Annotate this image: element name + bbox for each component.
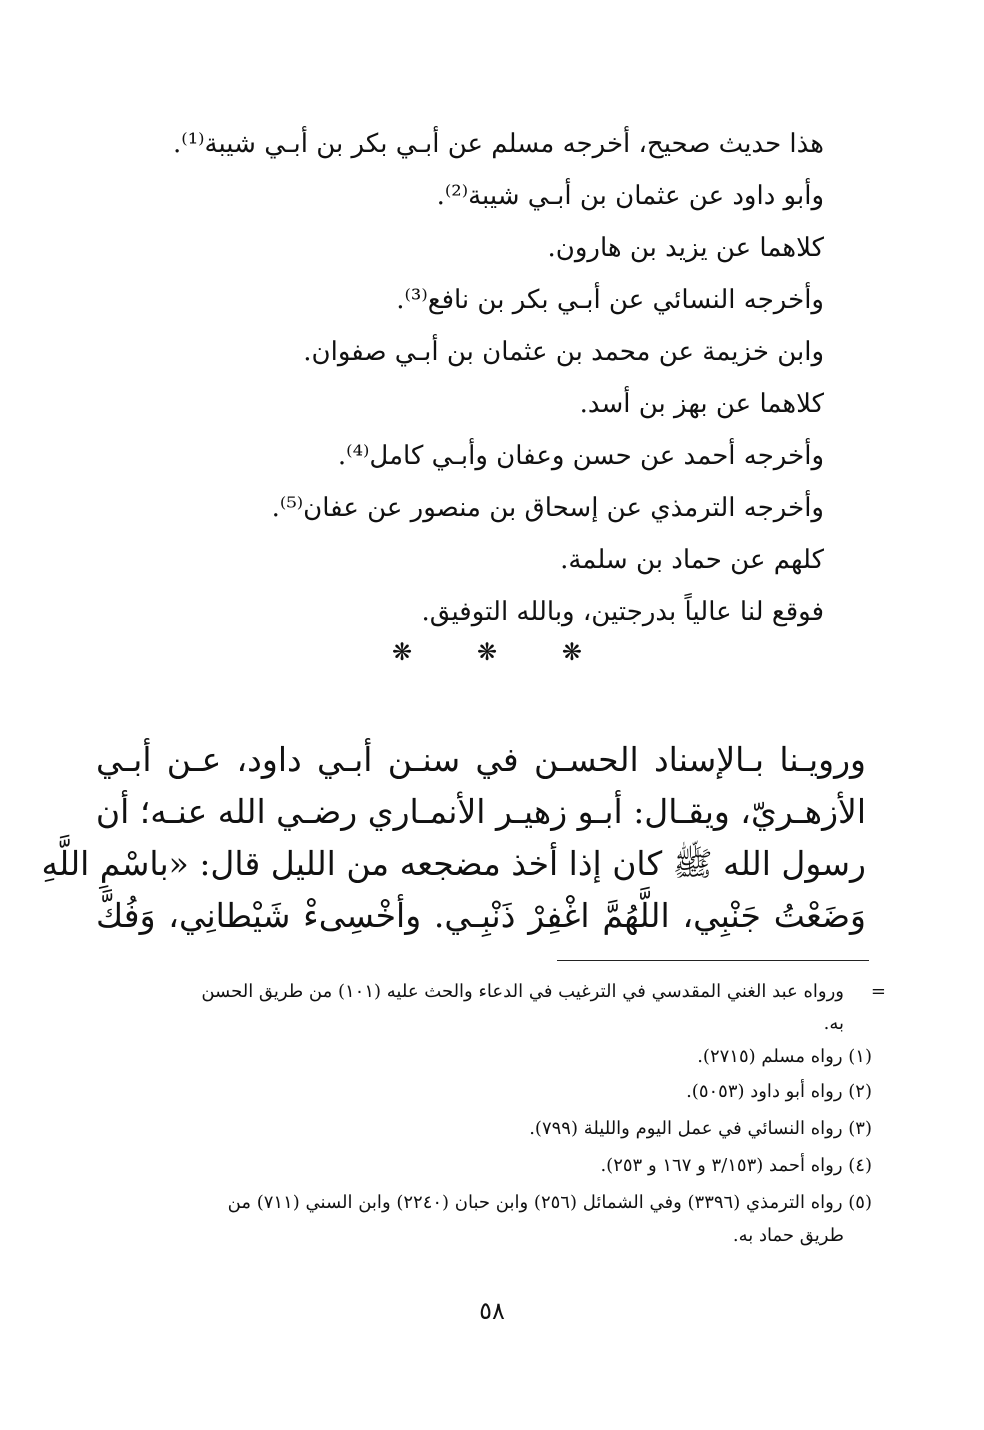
page-number: ٥٨ [479, 1297, 505, 1325]
hadith-line: وَضَعْتُ جَنْبِي، اللَّهُمَّ اغْفِرْ ذَنْبِـي. وأخْسِىءْ شَيْطانِي، وَفُكَّ [96, 896, 866, 935]
footnote-number: (٣) [848, 1118, 872, 1139]
footnote-text: رواه النسائي في عمل اليوم والليلة (٧٩٩). [529, 1118, 843, 1139]
body-line: فوقع لنا عالياً بدرجتين، وبالله التوفيق. [421, 597, 824, 627]
footnote-text: رواه مسلم (٢٧١٥). [697, 1046, 843, 1067]
hadith-line: ورويـنا بـالإسناد الحسـن في سنـن أبـي داود، عـن أبـي [96, 740, 866, 779]
footnote-number: (١) [848, 1046, 872, 1067]
body-line: وأخرجه أحمد عن حسن وعفان وأبـي كامل⁽⁴⁾. [337, 441, 824, 471]
footnote-item [92, 1043, 872, 1071]
continuation-marker: = [870, 981, 886, 1002]
body-line: وأبو داود عن عثمان بن أبـي شيبة⁽²⁾. [436, 181, 824, 211]
body-line: وأخرجه الترمذي عن إسحاق بن منصور عن عفان⁽⁵⁾. [271, 493, 824, 523]
separator-star-icon: ❋ [476, 638, 498, 666]
footnote-continuation-line: طريق حماد به. [732, 1225, 844, 1246]
body-line: كلاهما عن يزيد بن هارون. [547, 233, 824, 263]
body-line: وأخرجه النسائي عن أبـي بكر بن نافع⁽³⁾. [396, 285, 824, 315]
separator-star-icon: ❋ [561, 638, 582, 666]
footnote-text: رواه أبو داود (٥٠٥٣). [686, 1081, 843, 1102]
footnote-number: (٤) [848, 1155, 872, 1176]
footnote-continuation-line: ورواه عبد الغني المقدسي في الترغيب في الدعاء والحث عليه (١٠١) من طريق الحسن [201, 981, 844, 1002]
section-separator [392, 632, 582, 672]
body-line: وابن خزيمة عن محمد بن عثمان بن أبـي صفوان. [303, 337, 824, 367]
hadith-line: رسول الله ﷺ كان إذا أخذ مضجعه من الليل قال: «باسْمِ اللَّهِ [41, 844, 866, 883]
footnote-continuation-line: به. [823, 1013, 844, 1034]
footnote-number: (٢) [848, 1081, 872, 1102]
separator-star-icon: ❋ [392, 638, 413, 666]
body-line: هذا حديث صحيح، أخرجه مسلم عن أبـي بكر بن أبـي شيبة⁽¹⁾. [173, 129, 824, 159]
body-line: كلاهما عن بهز بن أسد. [579, 389, 824, 419]
footnote-item [92, 1115, 872, 1143]
hadith-line: الأزهـريّ، ويقـال: أبـو زهيـر الأنمـاري رضـي الله عنـه؛ أن [95, 792, 866, 831]
footnote-divider [557, 960, 869, 961]
footnote-text: رواه أحمد (٣/١٥٣ و ١٦٧ و ٢٥٣). [600, 1155, 843, 1176]
footnote-text: رواه الترمذي (٣٣٩٦) وفي الشمائل (٢٥٦) وابن حبان (٢٢٤٠) وابن السني (٧١١) من [227, 1192, 843, 1213]
footnote-item [92, 1152, 872, 1180]
footnote-item [92, 1078, 872, 1106]
body-line: كلهم عن حماد بن سلمة. [560, 545, 824, 575]
footnote-number: (٥) [848, 1192, 872, 1213]
footnote-item [92, 1189, 872, 1217]
